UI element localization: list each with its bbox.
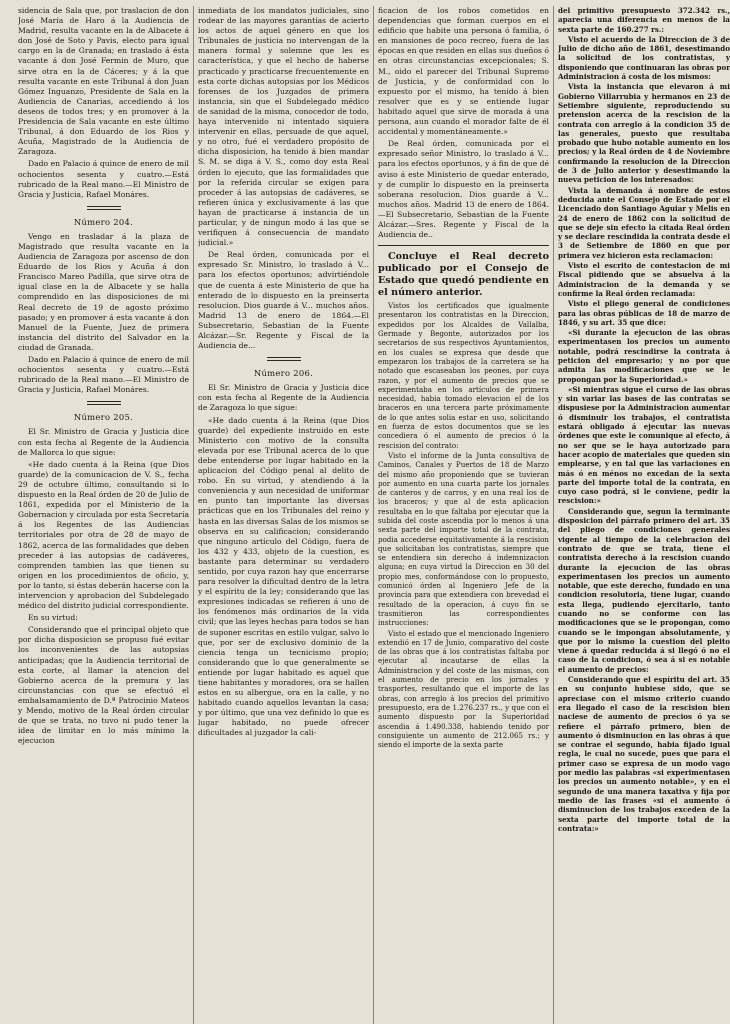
- paragraph: Visto el informe de la Junta consultiva de Caminos, Canales y Puertos de 18 de Marzo del mismo año proponiendo que se tuvieran por aumento en una cuarta parte los jornales de canteros y de carros, y en una real los de los braceros; y que al de esta aplicacion resultaba en lo que faltaba por ejecutar que la subida del coste ascendia por lo menos á una sexta parte del importe total de la contrata, podia accederse equitativamente á la rescision que solicitaban los contratistas, siempre que se entendiera sin derecho á indemnizacion alguna; en cuya virtud la Direccion en 30 del propio mes, conformándose con lo propuesto, comunicó órden al Ingeniero Jefe de la provincia para que extendiera con brevedad el resultado de la operacion, á cuyo fin se trasmitieron las correspondientes instrucciones:: [378, 450, 549, 628]
- paragraph: ficacion de los robos cometidos en dependencias que forman cuerpos en el edificio que habite una persona ó familia, ó en mansiones de poco recreo, fuera de las épocas en que residen en ellas sus dueños ó en otras circunstancias excepcionales; S. M., oido el parecer del Tribunal Supremo de Justicia, y de conformidad con lo expuesto por el mismo, ha tenido á bien resolver que es y se entiende lugar habitado aquel que sirve de morada á una persona, aun cuando el morador falte de él accidental y momentáneamente.»: [378, 6, 549, 137]
- paragraph: En su virtud:: [28, 613, 78, 623]
- paragraph: del primitivo presupuesto 372.342 rs., aparecia una diferencia en menos de la sexta parte de 160.277 rs.:: [558, 6, 730, 34]
- paragraph: «Si mientras sigue el curso de las obras y sin variar las bases de las contratas se dispusiese por la Administracion aumentar ó disminuir los trabajos, el contratista estará obligado á ejecutar las nuevas órdenes que este le comunique al efecto, á no ser que se le haya autorizado para hacer acopio de materiales que queden sin emplearse, y en tal que las variaciones en más ó en ménos no excedan de la sexta parte del importe total de la contrata, en cuyo caso podrá, si le conviene, pedir la rescision:»: [558, 384, 730, 506]
- paragraph: Visto el escrito de contestacion de mi Fiscal pidiendo que se absuelva á la Administracion de la demanda y se confirme la Real órden reclamada:: [558, 261, 730, 298]
- paragraph: Visto el acuerdo de la Direccion de 3 de Julio de dicho año de 1861, desestimando la solicitud de los contratistas, y disponiendo que continuaran las obras por Administracion á costa de los mismos:: [558, 34, 730, 82]
- paragraph: Vengo en trasladar á la plaza de Magistrado que resulta vacante en la Audiencia de Zaragoza por ascenso de don Eduardo de los Rios y Acuña á don Francisco Mareo Padilla, que sirve otra de igual clase en la de Albacete y se halla comprendido en las disposiciones de mi Real decreto de 19 de agosto próximo pasado; y en promover á esta vacante á don Manuel de la Fuente, Juez de primera instancia del distrito del Salvador en la ciudad de Granada.: [18, 231, 189, 352]
- small-print-block: [378, 301, 549, 749]
- paragraph: «He dado cuenta á la Reina (que Dios guarde) del expediente instruido en este Ministerio con motivo de la consulta elevada por ese Tribunal acerca de lo que debe entenderse por lugar habitado en la aplicacion del Código penal al delito de robo. En su virtud, y atendiendo á la conveniencia y aun necesidad de uniformar en punto tan importante las diversas prácticas que en los Tribunales del reino y hasta en las diversas Salas de los mismos se observa en su calificacion; considerando que ninguno artículo del Código, fuera de los 432 y 433, objeto de la cuestion, es bastante para determinar su verdadero sentido, por cuya razon hay que encerrarse para resolver la dificultad dentro de la letra y el espíritu de la ley; considerando que las expresiones indicadas se refieren á uno de los fenómenos más ordinarios de la vida civil; que las leyes hechas para todos se han de suponer escritas en estilo vulgar, salvo lo que, por ser de exclusivo dominio de la ciencia tenga un tecnicismo propio; considerando que lo que generalmente se entiende por lugar habitado es aquel que tiene habitantes y moradores, ora se hallen estos en su albergue, ora en la calle, y no habitado cuando aquellos levantan la casa; y por último, que una vez definido lo que es lugar habitado, no puede ofrecer dificultades al juzgador la cali-: [198, 415, 369, 738]
- text-columns: [18, 6, 730, 1024]
- separator: [87, 401, 121, 405]
- paragraph: Vista la demanda á nombre de estos deducida ante el Consejo de Estado por el Licenciado don Santiago Aguiar y Melis en 24 de enero de 1862 con la solicitud de que se deje sin efecto la citada Real órden y se declare rescindida la contrata desde el 3 de Setiembre de 1860 en que por primera vez hicieron esta reclamacion:: [558, 185, 730, 260]
- separator: [267, 357, 301, 361]
- paragraph: Considerando que el espíritu del art. 35 en su conjunto hubiese sido, que se apreciase con el mismo criterio cuando era llegado el caso de la rescision bien naciese de aumento de precios ó ya se refiere el párrafo primero, bien de aumento ó disminucion en las obras á que se contrae el segundo, habia fijado igual regla, le cual no sucede, pues que para el primer caso se expresa de un modo vago por medio las palabras «si experimentasen los precios un aumento notable», y en el segundo de una manera taxativa y fija por medio de las frases «si el aumento ó disminucion de los trabajos exceden de la sexta parte del importe total de la contrata:»: [558, 675, 730, 833]
- section-heading: Concluye el Real decreto publicado por el Consejo de Estado que quedó pendiente en el número anterior.: [378, 251, 549, 299]
- paragraph: inmediata de los mandatos judiciales, sino rodear de las mayores garantías de acierto los actos de aquel género en que los Tribunales de justicia no intervengan de la manera formal y solemne que les es característica, y que el hecho de haberse practicado y practicarse frecuentemente en esta corte dichas autopsias por los Médicos forenses de los Juzgados de primera instancia, sin que el Subdelegado médico de sanidad de la misma, conocedor de todo, haya intervenido ni intentado siquiera intervenir en ellas, persuade de que aquel, y no otro, fué el verdadero propósito de dicha disposicion, ha tenido á bien mandar S. M. se diga á V. S., como doy esta Real órden lo ejecuto, que las formalidades que por la referida circular se exigen para proceder á las autopsias de cadáveres, se refieren única y exclusivamente á las que hayan de practicarse á instancia de un particular, y de ningun modo á las que se verifiquen á consecuencia de mandato judicial.»: [198, 6, 369, 248]
- column-3: [378, 6, 554, 1024]
- paragraph: «Si durante la ejecucion de las obras experimentasen los precios un aumento notable, podrá rescindirse la contrata á peticion del empresario; y no por que admita las modificaciones que se le propongan por la Superioridad.»: [558, 328, 730, 384]
- paragraph: Vistos los certificados que igualmente presentaron los contratistas en la Direccion, expedidos por los Alcaldes de Vallalba, Germade y Begonte, autorizados por los secretarios de sus respectivos Ayuntamientos, en los cuales se expresa que desde que empezaron los trabajos de la carretera se ha notado que escaseaban los peones, por cuya razon, y por el aumento de precios que se experimentaba en los artículos de primera necesidad, habia tomado elevacion el de los braceros en una tercera parte próximamente de lo que antes solia estar en uso, solicitando en fuerza de estos documentos que se les concediera ó el aumento de precios ó la rescision del contrato:: [378, 301, 549, 450]
- paragraph: Vista la instancia que elevaron á mi Gobierno Villarrubia y hermanos en 23 de Setiembre siguiente, reproduciendo su pretension acerca de la rescision de la contrata con arreglo á la condicion 35 de las generales, puesto que resultaba probado que hubo notable aumento en los precios; y la Real órden de 4 de Noviembre confirmando la resolucion de la Direccion de 3 de Julio anterior y desestimando la nueva peticion de los interesados:: [558, 82, 730, 185]
- paragraph: De Real órden, comunicada por el expresado Sr. Ministro, lo traslado á V... para los efectos oportunos; advirtiéndole que de cuenta á este Ministerio de que ha enterado de lo dispuesto en la preinserta resolucion. Dios guarde á V... muchos años. Madrid 13 de enero de 1864.—El Subsecretario, Sebastian de la Fuente Alcázar.—Sr. Regente y Fiscal de la Audiencia de...: [198, 250, 369, 351]
- paragraph: El Sr. Ministro de Gracia y Justicia dice con esta fecha al Regente de la Audiencia de Zaragoza lo que sigue:: [198, 383, 369, 413]
- paragraph: El Sr. Ministro de Gracia y Justicia dice con esta fecha al Regente de la Audiencia de Mallorca lo que sigue:: [18, 427, 189, 457]
- paragraph: Dado en Palacio á quince de enero de mil ochocientos sesenta y cuatro.—Está rubricado de la Real mano.—El Ministro de Gracia y Justicia, Rafael Monáres.: [18, 355, 189, 395]
- paragraph: Visto el estado que el mencionado Ingeniero extendió en 17 de Junio, comparativo del coste de las obras que á los contratistas faltaba por ejecutar al incautarse de ellas la Administracion y del coste de las mismas, con el aumento de precio en los jornales y trasportes, resultando que el importe de las obras, con arreglo á los precios del primitivo presupuesto, era de 1.276.237 rs., y que con el aumento dispuesto por la Superioridad ascendia á 1.490.338, habiendo tenido por consiguiente un aumento de 212.065 rs.; y siendo el importe de la sexta parte: [378, 628, 549, 750]
- paragraph: sidencia de Sala que, por traslacion de don José María de Haro á la Audiencia de Madrid, resulta vacante en la de Albacete á don José de Soto y Pavis, electo para igual cargo en la de Granada; en traslado á ésta vacante á don José Fermin de Muro, que sirve otra en la de Cáceres; y á la que resulta vacante en este Tribunal á don Juan Gómez Inguanzo, Presidente de Sala en la Audiencia de Canarias, accediendo á los deseos de todos tres; y en promover á la Presidencia de Sala vacante en este último Tribunal, á don Eduardo de los Rios y Acuña, Magistrado de la Audiencia de Zaragoza.: [18, 6, 189, 157]
- divider: [378, 245, 549, 246]
- section-number: Número 205.: [73, 412, 134, 423]
- paragraph: De Real órden, comunicada por el expresado señor Ministro, lo traslado á V... para los efectos oportunos, y á fin de que dé aviso á este Ministerio de quedar enterado, y de cumplir lo dispuesto en la preinserta soberana resolucion. Dios guarde á V... muchos años. Madrid 13 de enero de 1864.—El Subsecretario, Sebastian de la Fuente Alcázar.—Sres. Regente y Fiscal de la Audiencia de..: [378, 139, 549, 240]
- paragraph: Visto el pliego general de condiciones para las obras públicas de 18 de marzo de 1846, y su art. 35 que dice:: [558, 299, 730, 327]
- separator: [87, 206, 121, 210]
- paragraph: Considerando que el principal objeto que por dicha disposicion se propuso fué evitar los inconvenientes de las autopsias anticipadas; que la Audiencia territorial de esta corte, al llamar la atencion del Gobierno acerca de la premura y las circunstancias con que se efectuó el embalsamamiento de D.ª Patrocinio Mateos y Mendo, motivo de la Real órden circular de que se trata, no tuvo ni pudo tener la idea de limitar en lo más mínimo la ejecucion: [18, 625, 189, 746]
- paragraph: Considerando que, segun la terminante disposicion del párrafo primero del art. 35 del pliego de condiciones generales vigente al tiempo de la celebracion del contrato de que se trata, tiene el contratista derecho á la rescision cuando durante la ejecucion de las obras experimentasen los precios un aumento notable, que este derecho, fundado en una condicion resolutoria, tiene lugar, cuando esta llega, pudiendo ejercitarlo, tanto cuando no se conforme con las modificaciones que se le propongan, como cuando se le impongan absolutamente, y que por lo mismo la cuestion del pleito viene á quedar reducida á si llegó ó no el caso de la condicion, ó sea á si es notable el aumento de precios:: [558, 506, 730, 674]
- section-number: Número 204.: [73, 216, 134, 227]
- paragraph: Dado en Palacio á quince de enero de mil ochocientos sesenta y cuatro.—Está rubricado de la Real mano.—El Ministro de Gracia y Justicia, Rafael Monáres.: [18, 159, 189, 199]
- paragraph: «He dado cuenta á la Reina (que Dios guarde) de la comunicacion de V. S., fecha 29 de octubre último, consultando si lo dispuesto en la Real órden de 20 de Julio de 1861, expedida por el Ministerio de la Gobernacion y circulada por esta Secretaría á los Regentes de las Audiencias territoriales por otra de 28 de mayo de 1862, acerca de las formalidades que deben preceder á las autopsias de cadáveres, comprenden tambien las que tienen su origen en los procedimientos de oficio, y, por lo tanto, si éstas deberán hacerse con la intervencion y aprobacion del Subdelegado médico del distrito judicial correspondiente.: [18, 459, 189, 611]
- column-4: [558, 6, 730, 1024]
- column-2: [198, 6, 374, 1024]
- section-number: Número 206.: [253, 368, 314, 379]
- column-1: [18, 6, 194, 1024]
